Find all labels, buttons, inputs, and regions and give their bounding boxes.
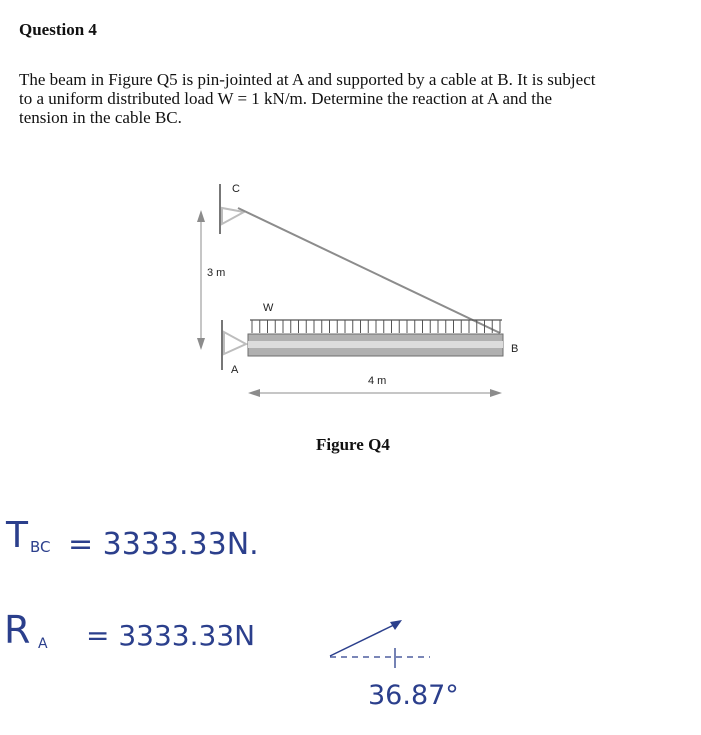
tbc-answer: = 3333.33N.: [68, 527, 259, 562]
label-a: A: [231, 364, 239, 376]
question-line: to a uniform distributed load W = 1 kN/m. Determine the reaction at A and the: [19, 89, 553, 108]
arrow-down-icon: [197, 338, 205, 350]
reaction-direction-line: [330, 622, 400, 656]
angle-answer: 36.87°: [368, 680, 459, 711]
height-label: 3 m: [207, 267, 226, 279]
arrow-up-icon: [197, 210, 205, 222]
ra-symbol: R: [4, 608, 31, 652]
label-b: B: [511, 343, 519, 355]
question-line: The beam in Figure Q5 is pin-jointed at A and supported by a cable at B. It is subject: [19, 70, 596, 89]
ra-subscript: A: [38, 636, 48, 652]
pin-support-a-icon: [224, 332, 246, 354]
label-w: W: [263, 302, 274, 314]
figure-caption: Figure Q4: [316, 435, 390, 454]
tbc-subscript: BC: [30, 538, 51, 556]
reaction-arrow-icon: [390, 620, 402, 630]
length-label: 4 m: [368, 375, 387, 387]
tbc-symbol: T: [6, 515, 28, 556]
question-title: Question 4: [19, 20, 97, 39]
arrow-left-icon: [248, 389, 260, 397]
label-c: C: [232, 183, 240, 195]
support-c-icon: [222, 208, 244, 224]
ra-answer: = 3333.33N: [86, 619, 256, 652]
question-line: tension in the cable BC.: [19, 108, 182, 127]
cable-bc: [238, 208, 500, 333]
udl-load-arrows: [252, 320, 500, 333]
beam-highlight: [248, 341, 503, 348]
arrow-right-icon: [490, 389, 502, 397]
